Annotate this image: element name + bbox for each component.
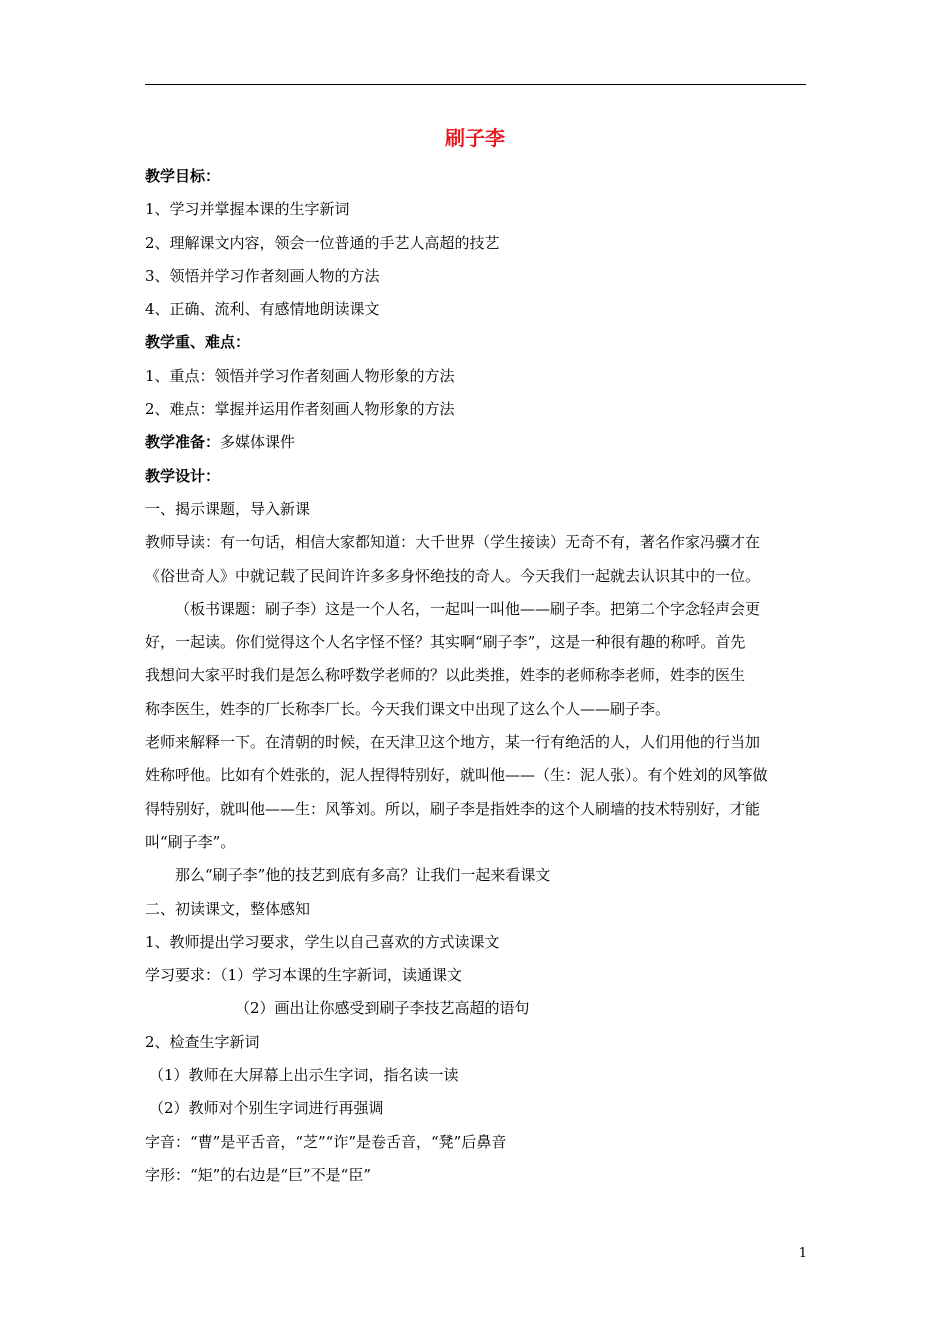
key-point-item: 2、难点：掌握并运用作者刻画人物形象的方法 — [145, 400, 455, 419]
prep-line — [145, 426, 810, 459]
paragraph-line: 称李医生，姓李的厂长称李厂长。今天我们课文中出现了这么个人——刷子李。 — [145, 699, 671, 718]
objective-item: 4、正确、流利、有感情地朗读课文 — [145, 300, 380, 319]
paragraph-line: 教师导读：有一句话，相信大家都知道：大千世界（学生接读）无奇不有，著名作家冯骥才在 — [145, 533, 761, 552]
paragraph-line: 好，一起读。你们觉得这个人名字怪不怪？其实啊“刷子李”，这是一种很有趣的称呼。首先 — [145, 633, 746, 652]
section-title: 一、揭示课题，导入新课 — [145, 499, 311, 518]
page-number: 1 — [798, 1246, 807, 1261]
key-points-heading: 教学重、难点： — [145, 333, 251, 352]
prep-text: 多媒体课件 — [220, 433, 296, 452]
objective-item: 3、领悟并学习作者刻画人物的方法 — [145, 266, 380, 285]
prep-heading: 教学准备： — [145, 433, 221, 452]
section-title: 二、初读课文，整体感知 — [145, 899, 311, 918]
requirement-line: （2）画出让你感受到刷子李技艺高超的语句 — [235, 999, 530, 1018]
requirement-line: 学习要求：（1）学习本课的生字新词，读通课文 — [145, 966, 463, 985]
objective-item: 1、学习并掌握本课的生字新词 — [145, 200, 350, 219]
objectives-heading: 教学目标： — [145, 167, 221, 185]
list-item: 1、教师提出学习要求，学生以自己喜欢的方式读课文 — [145, 932, 500, 951]
paragraph-line: 叫“刷子李”。 — [145, 832, 236, 851]
document-body — [145, 160, 810, 1192]
list-item: 2、检查生字新词 — [145, 1032, 260, 1051]
page-title: 刷子李 — [445, 126, 505, 150]
design-heading: 教学设计： — [145, 466, 221, 485]
key-point-item: 1、重点：领悟并学习作者刻画人物形象的方法 — [145, 366, 455, 385]
pronunciation-note: 字音：“曹”是平舌音，“芝”“诈”是卷舌音，“凳”后鼻音 — [145, 1132, 507, 1151]
paragraph-line: 我想问大家平时我们是怎么称呼数学老师的？以此类推，姓李的老师称李老师，姓李的医生 — [145, 666, 746, 685]
paragraph-line: 老师来解释一下。在清朝的时候，在天津卫这个地方，某一行有绝活的人，人们用他的行当加 — [145, 733, 761, 752]
character-shape-note: 字形：“矩”的右边是“巨”不是“臣” — [145, 1165, 372, 1184]
list-item: （1）教师在大屏幕上出示生字词，指名读一读 — [149, 1066, 459, 1085]
paragraph-line: （板书课题：刷子李）这是一个人名，一起叫一叫他——刷子李。把第二个字念轻声会更 — [175, 599, 761, 618]
objective-item: 2、理解课文内容，领会一位普通的手艺人高超的技艺 — [145, 233, 500, 252]
paragraph-line: 《俗世奇人》中就记载了民间许许多多身怀绝技的奇人。今天我们一起就去认识其中的一位。 — [145, 566, 761, 585]
header-rule — [145, 84, 806, 85]
paragraph-line: 得特别好，就叫他——生：风筝刘。所以，刷子李是指姓李的这个人刷墙的技术特别好，才能 — [145, 799, 761, 818]
list-item: （2）教师对个别生字词进行再强调 — [149, 1099, 384, 1118]
paragraph-line: 那么“刷子李”他的技艺到底有多高？让我们一起来看课文 — [175, 866, 551, 885]
paragraph-line: 姓称呼他。比如有个姓张的，泥人捏得特别好，就叫他——（生：泥人张）。有个姓刘的风筝做 — [145, 766, 768, 785]
